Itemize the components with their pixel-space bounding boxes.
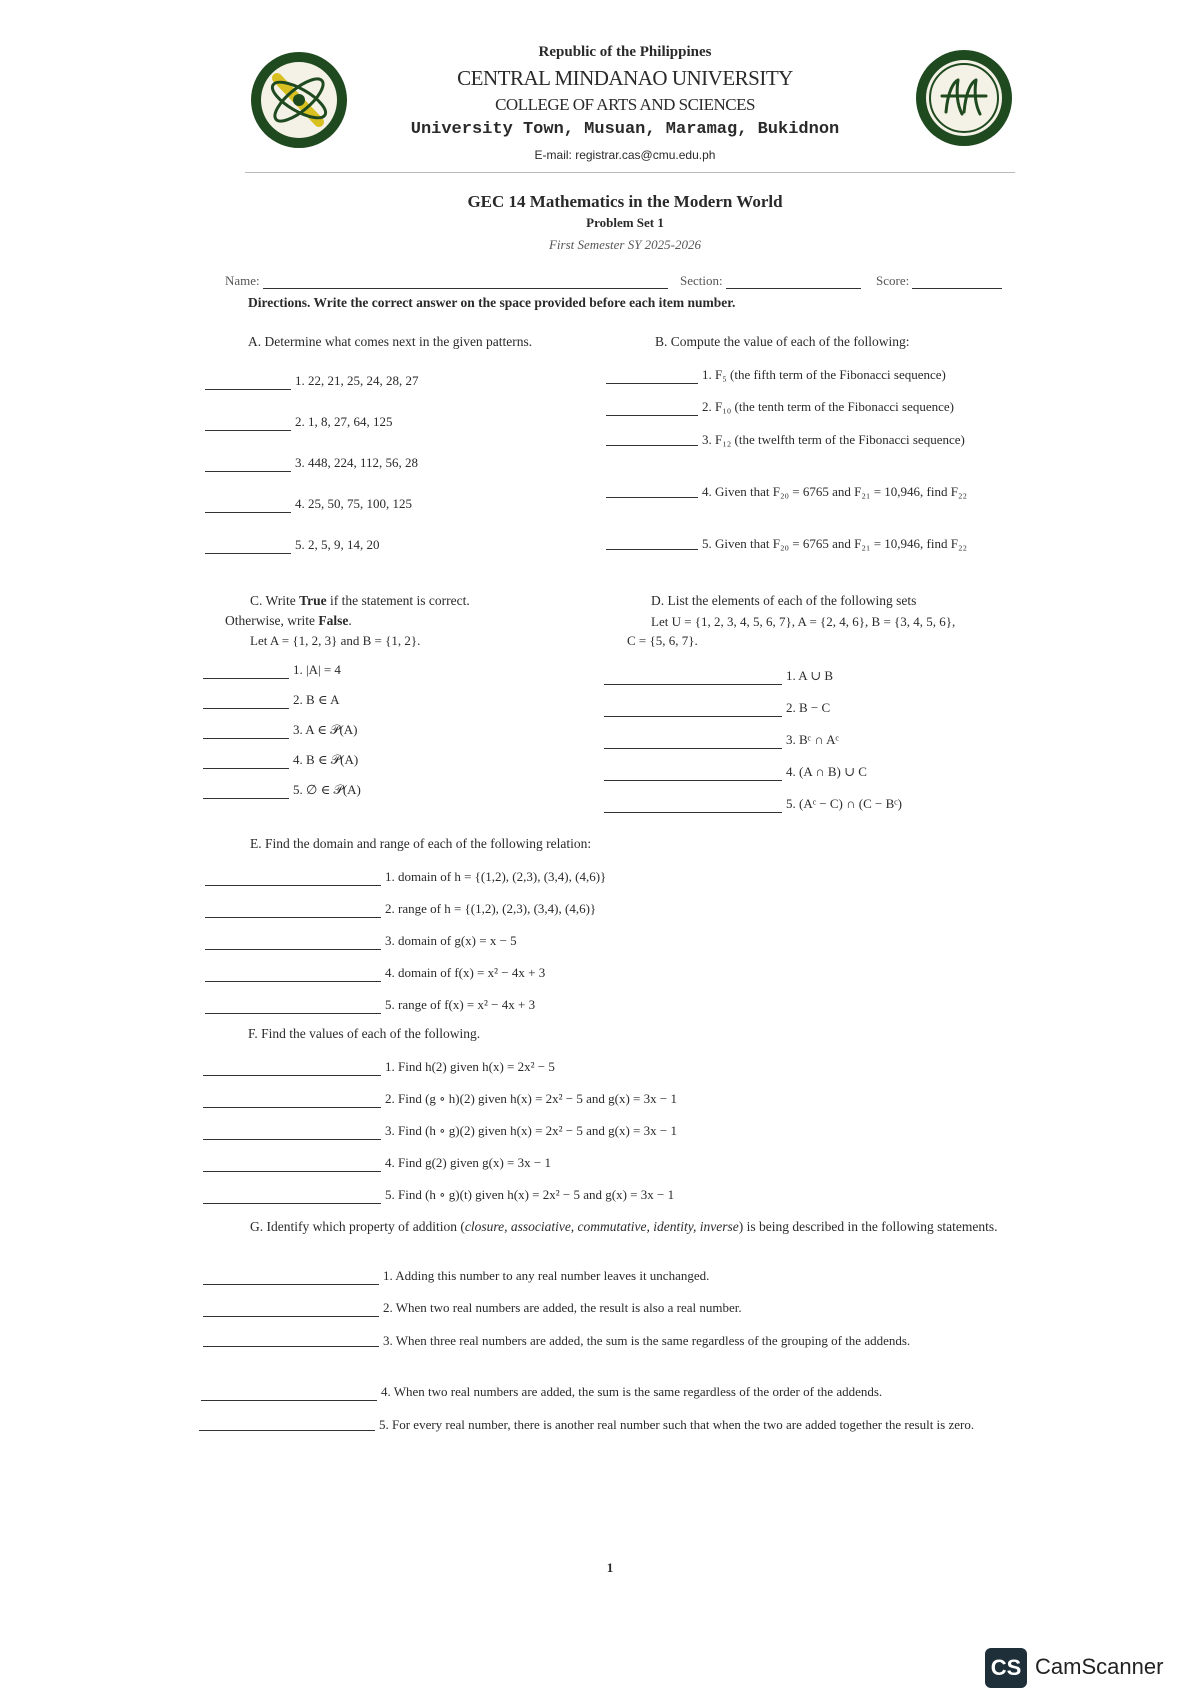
- section-e-item[interactable]: 4. domain of f(x) = x² − 4x + 3: [205, 965, 1025, 985]
- section-a-item[interactable]: 4. 25, 50, 75, 100, 125: [205, 496, 625, 516]
- score-field[interactable]: [876, 273, 1016, 289]
- section-label: Section:: [680, 273, 723, 288]
- section-d-heading: D. List the elements of each of the following sets: [651, 593, 917, 608]
- section-d-item[interactable]: 2. B − C: [604, 700, 1024, 720]
- section-b-item[interactable]: 2. F₁₀ (the tenth term of the Fibonacci sequence): [606, 399, 1026, 419]
- section-g-item[interactable]: 1. Adding this number to any real number leaves it unchanged.: [203, 1268, 1023, 1288]
- section-g-item[interactable]: 2. When two real numbers are added, the result is also a real number.: [203, 1300, 1023, 1320]
- header-email: E-mail: registrar.cas@cmu.edu.ph: [534, 148, 716, 162]
- section-b-item[interactable]: 3. F₁₂ (the twelfth term of the Fibonacci sequence): [606, 431, 1026, 471]
- section-b-item[interactable]: 1. F₅ (the fifth term of the Fibonacci sequence): [606, 367, 1026, 387]
- section-c-item[interactable]: 3. A ∈ 𝒫(A): [203, 722, 603, 742]
- semester-title: First Semester SY 2025-2026: [548, 237, 702, 252]
- camscanner-watermark: [985, 1648, 1185, 1690]
- section-a-item[interactable]: 1. 22, 21, 25, 24, 28, 27: [205, 373, 625, 393]
- section-g-item[interactable]: 4. When two real numbers are added, the sum is the same regardless of the order of the addends.: [201, 1384, 1021, 1404]
- page-number: 1: [606, 1560, 614, 1575]
- section-b-item[interactable]: 4. Given that F₂₀ = 6765 and F₂₁ = 10,946, find F₂₂: [606, 483, 1026, 523]
- section-d-item[interactable]: 5. (Aᶜ − C) ∩ (C − Bᶜ): [604, 796, 1024, 816]
- section-d-item[interactable]: 3. Bᶜ ∩ Aᶜ: [604, 732, 1024, 752]
- section-g-heading: G. Identify which property of addition (closure, associative, commutative, identity, inverse) is being described in the following statements.: [250, 1219, 998, 1234]
- section-f-item[interactable]: 1. Find h(2) given h(x) = 2x² − 5: [203, 1059, 1023, 1079]
- section-c-item[interactable]: 5. ∅ ∈ 𝒫(A): [203, 782, 603, 802]
- section-e-item[interactable]: 3. domain of g(x) = x − 5: [205, 933, 1025, 953]
- section-f-item[interactable]: 5. Find (h ∘ g)(t) given h(x) = 2x² − 5 and g(x) = 3x − 1: [203, 1187, 1023, 1207]
- section-c-heading: C. Write True if the statement is correct.: [250, 593, 470, 608]
- section-e-heading: E. Find the domain and range of each of the following relation:: [250, 836, 592, 851]
- problem-set-title: Problem Set 1: [586, 215, 664, 230]
- section-g-item[interactable]: 3. When three real numbers are added, the sum is the same regardless of the grouping of the addends.: [203, 1332, 1023, 1372]
- cmu-seal: [912, 46, 1016, 150]
- section-e-item[interactable]: 5. range of f(x) = x² − 4x + 3: [205, 997, 1025, 1017]
- header-divider: [245, 172, 1015, 173]
- section-c-item[interactable]: 2. B ∈ A: [203, 692, 603, 712]
- section-g-item[interactable]: 5. For every real number, there is another real number such that when the two are added together the result is zero.: [199, 1416, 1019, 1456]
- section-d-item[interactable]: 1. A ∪ B: [604, 668, 1024, 688]
- section-a-item[interactable]: 2. 1, 8, 27, 64, 125: [205, 414, 625, 434]
- camscanner-logo-icon: CS: [985, 1648, 1027, 1688]
- course-title: GEC 14 Mathematics in the Modern World: [467, 192, 783, 211]
- header-address: University Town, Musuan, Maramag, Bukidnon: [410, 120, 840, 139]
- section-e-item[interactable]: 2. range of h = {(1,2), (2,3), (3,4), (4,6)}: [205, 901, 1025, 921]
- section-f-item[interactable]: 2. Find (g ∘ h)(2) given h(x) = 2x² − 5 and g(x) = 3x − 1: [203, 1091, 1023, 1111]
- section-c-item[interactable]: 1. |A| = 4: [203, 662, 603, 682]
- section-b-heading: B. Compute the value of each of the following:: [655, 334, 910, 349]
- section-d-item[interactable]: 4. (A ∩ B) ∪ C: [604, 764, 1024, 784]
- name-label: Name:: [225, 273, 260, 288]
- section-field[interactable]: [680, 273, 875, 289]
- header-university: CENTRAL MINDANAO UNIVERSITY: [457, 66, 793, 90]
- name-field[interactable]: [225, 273, 680, 289]
- header-college: COLLEGE OF ARTS AND SCIENCES: [495, 95, 755, 114]
- directions: Directions. Write the correct answer on the space provided before each item number.: [248, 295, 736, 310]
- cas-logo: [247, 48, 351, 152]
- score-label: Score:: [876, 273, 910, 288]
- section-c-heading-2: Otherwise, write False.: [225, 613, 352, 628]
- section-f-item[interactable]: 3. Find (h ∘ g)(2) given h(x) = 2x² − 5 and g(x) = 3x − 1: [203, 1123, 1023, 1143]
- section-b-item[interactable]: 5. Given that F₂₀ = 6765 and F₂₁ = 10,946, find F₂₂: [606, 535, 1026, 575]
- camscanner-label: CamScanner: [1035, 1654, 1164, 1679]
- header-republic: Republic of the Philippines: [538, 44, 712, 60]
- section-c-item[interactable]: 4. B ∈ 𝒫(A): [203, 752, 603, 772]
- section-a-item[interactable]: 5. 2, 5, 9, 14, 20: [205, 537, 625, 557]
- section-d-given-2: C = {5, 6, 7}.: [627, 633, 698, 648]
- section-a-item[interactable]: 3. 448, 224, 112, 56, 28: [205, 455, 625, 475]
- section-f-item[interactable]: 4. Find g(2) given g(x) = 3x − 1: [203, 1155, 1023, 1175]
- section-d-given: Let U = {1, 2, 3, 4, 5, 6, 7}, A = {2, 4, 6}, B = {3, 4, 5, 6},: [651, 614, 956, 629]
- section-f-heading: F. Find the values of each of the following.: [248, 1026, 481, 1041]
- section-a-heading: A. Determine what comes next in the given patterns.: [248, 334, 533, 349]
- section-c-given: Let A = {1, 2, 3} and B = {1, 2}.: [250, 633, 421, 648]
- section-e-item[interactable]: 1. domain of h = {(1,2), (2,3), (3,4), (4,6)}: [205, 869, 1025, 889]
